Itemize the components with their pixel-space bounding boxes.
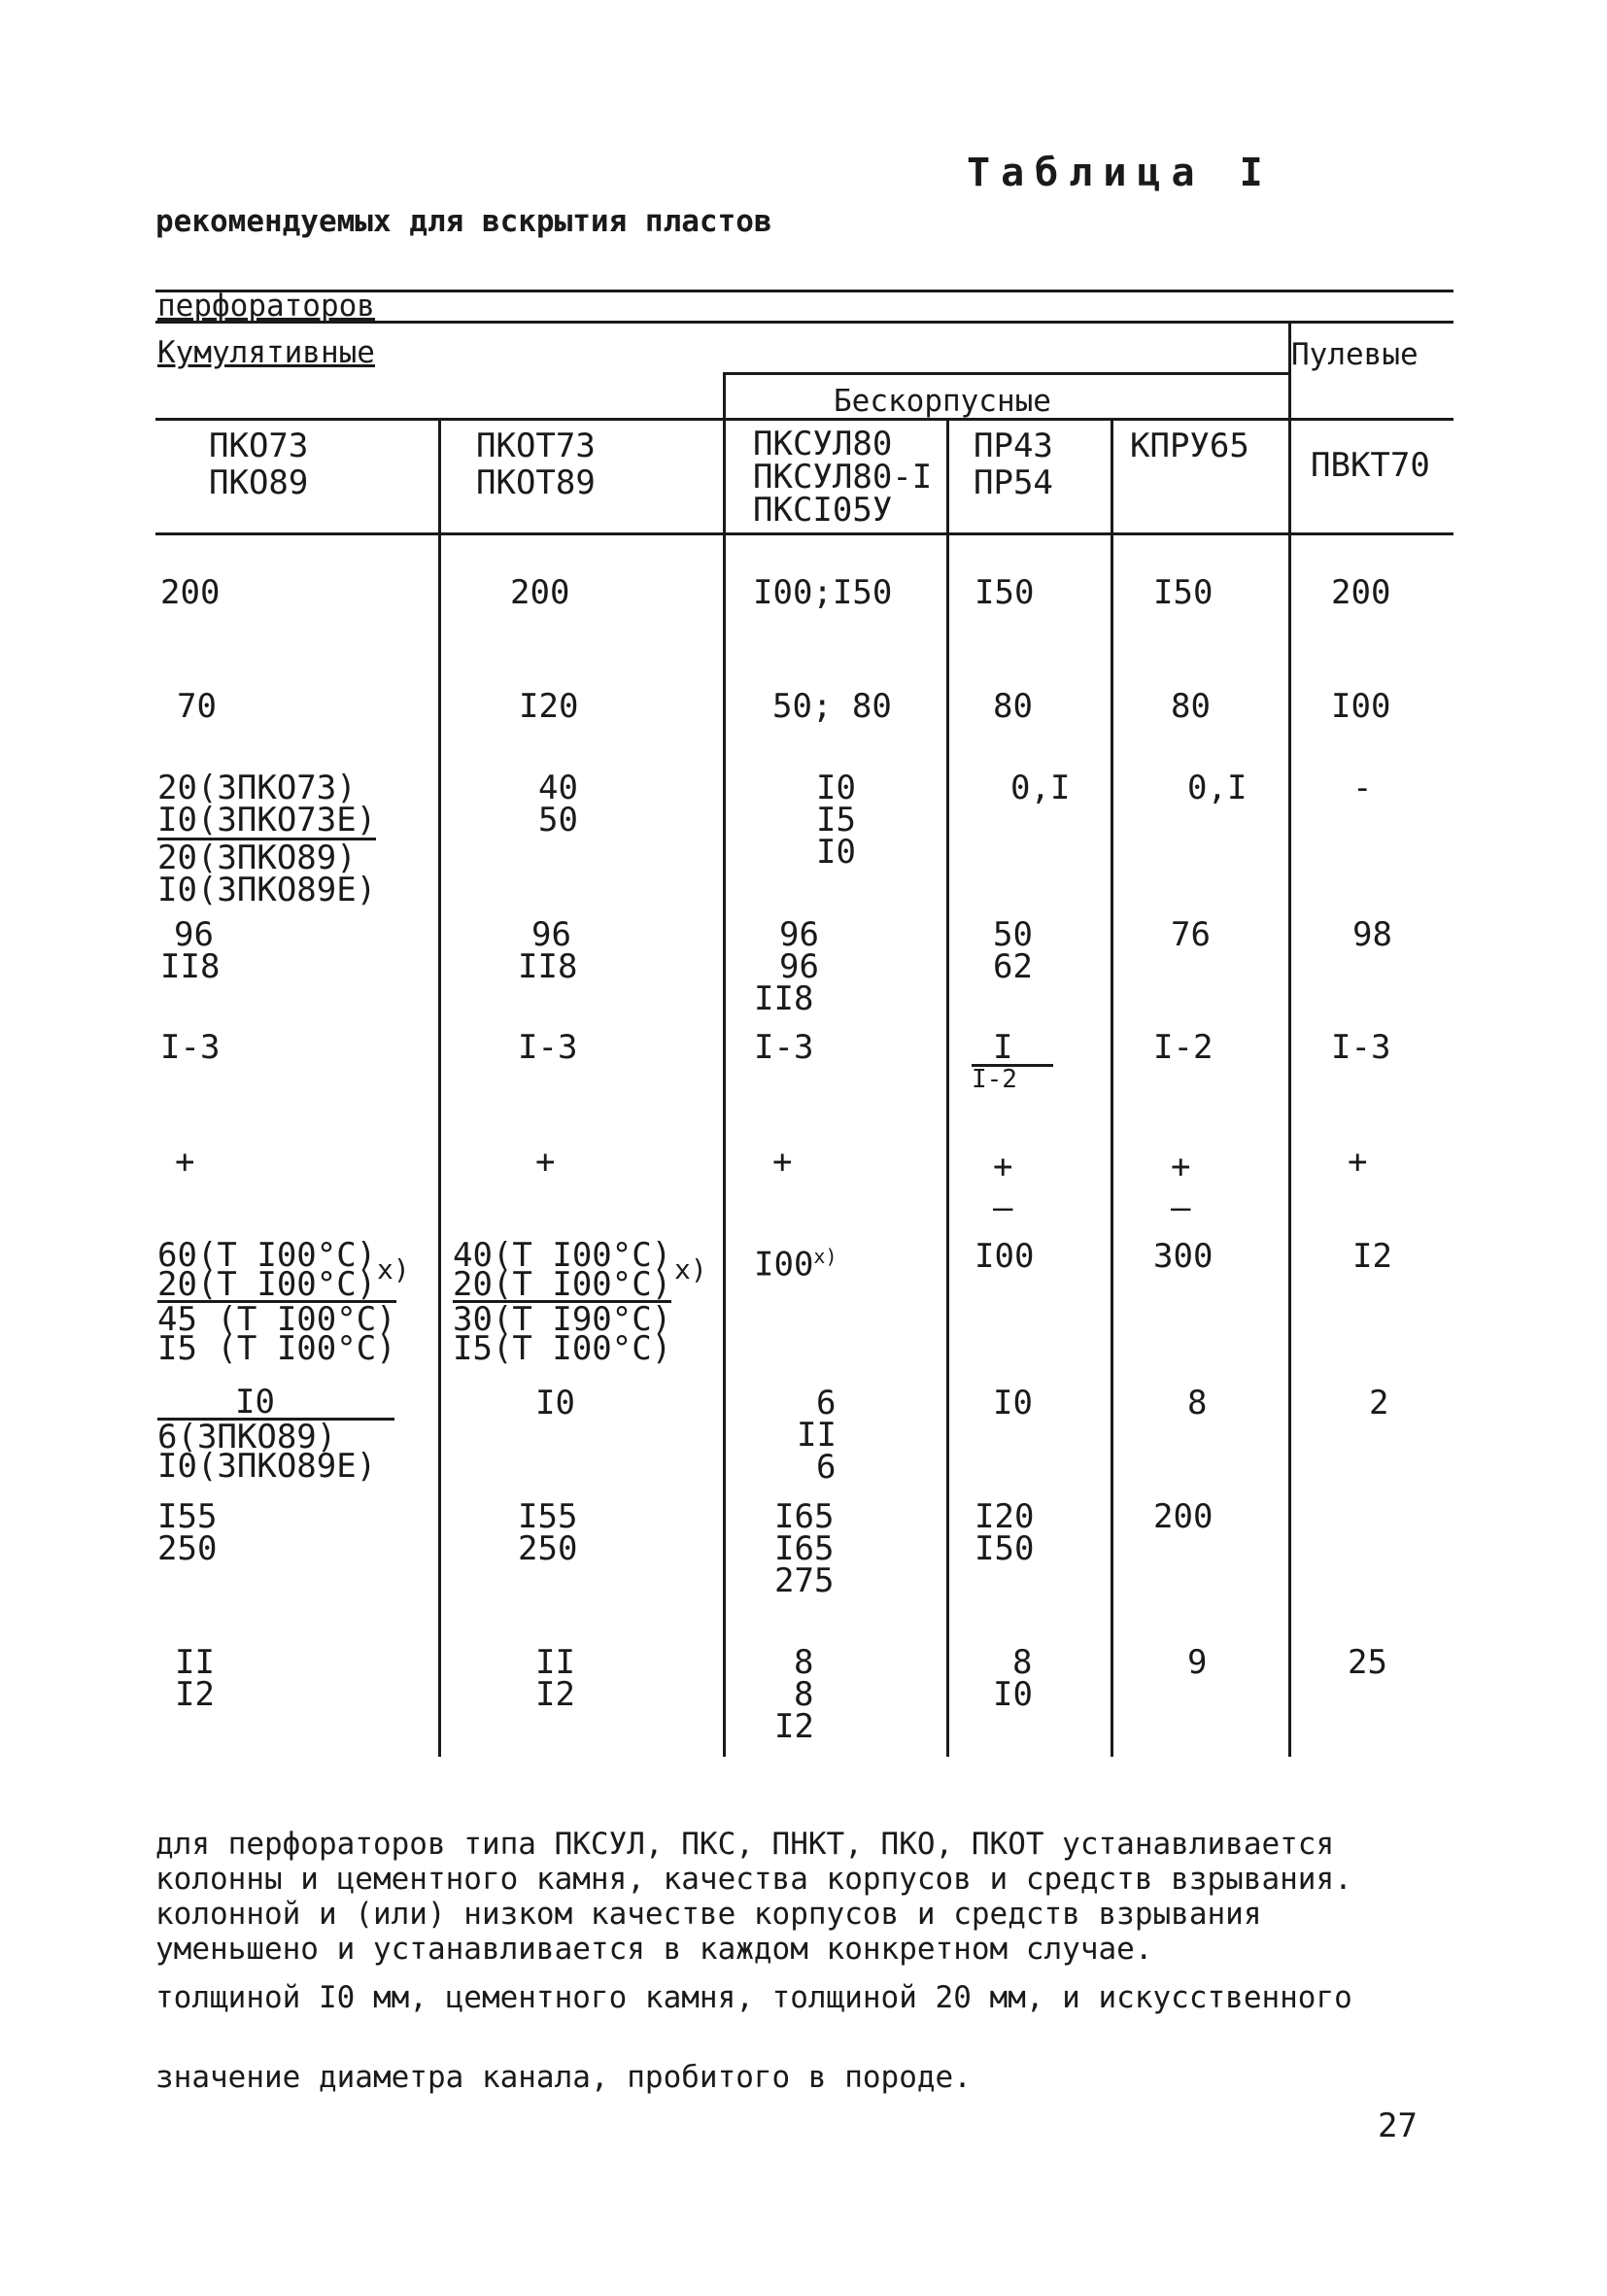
cell-r8-c2: I65 I65 275	[774, 1497, 835, 1600]
cell-r7-c3: I0	[993, 1384, 1033, 1422]
cell-r7-c1: I0	[535, 1384, 575, 1422]
cell-r3-c4: 76	[1171, 915, 1211, 954]
cell-r4-c0: I-3	[160, 1028, 221, 1067]
cell-r9-c0: II I2	[175, 1643, 215, 1714]
cell-r3-c2: 96 96 II8	[754, 915, 819, 1018]
column-header-1: ПКО73 ПКО89	[209, 427, 309, 502]
cell-r1-c4: 80	[1171, 687, 1211, 726]
cell-r8-c1: I55 250	[518, 1497, 578, 1568]
cell-r6-c1: 40(Т I00°С) 20(Т I00°С) 30(Т I90°С) I5(Т I00°С)	[453, 1236, 672, 1368]
cell-r0-c1: 200	[510, 573, 570, 612]
cell-r7-c4: 8	[1187, 1384, 1208, 1422]
cell-r1-c5: I00	[1331, 687, 1391, 726]
cell-r8-c4: 200	[1153, 1497, 1214, 1536]
header-bottom-rule	[155, 532, 1453, 535]
cell-r0-c5: 200	[1331, 573, 1391, 612]
cell-r4-c5: I-3	[1331, 1028, 1391, 1067]
cell-r1-c1: I20	[519, 687, 579, 726]
header-bullet: Пулевые	[1291, 337, 1419, 372]
col-divider-1	[438, 418, 441, 1757]
cell-r7-c0: I0 6(ЗПКО89) I0(ЗПКО89Е)	[157, 1388, 394, 1481]
cell-r4-c3: I I-2	[972, 1032, 1053, 1092]
cell-r1-c3: 80	[993, 687, 1033, 726]
col-divider-3	[946, 418, 949, 1757]
col-divider-4	[1111, 418, 1113, 1757]
cell-r1-c0: 70	[177, 687, 217, 726]
table-title: Таблица I	[967, 151, 1274, 195]
page-number: 27	[1378, 2107, 1418, 2145]
cell-r9-c2: 8 8 I2	[774, 1643, 814, 1746]
cell-r3-c0: 96 II8	[160, 915, 221, 986]
header-cumulative: Кумулятивные	[157, 335, 375, 370]
cell-r2-c1: 40 50	[538, 769, 578, 840]
cell-r3-c1: 96 II8	[518, 915, 578, 986]
cell-r4-c2: I-3	[754, 1028, 814, 1067]
footnote-line-1: для перфораторов типа ПКСУЛ, ПКС, ПНКТ, ПКО, ПКОТ устанавливается	[155, 1827, 1335, 1862]
footnote-mark-c2: х)	[813, 1245, 838, 1268]
cell-r2-c2: I0 I5 I0	[816, 769, 856, 872]
cell-r9-c4: 9	[1187, 1643, 1208, 1682]
footnote-line-5: толщиной I0 мм, цементного камня, толщиной 20 мм, и искусственного	[155, 1980, 1352, 2015]
footnote-line-3: колонной и (или) низком качестве корпусов и средств взрывания	[155, 1897, 1262, 1932]
cell-r5-c3: + –	[993, 1148, 1013, 1227]
table-subtitle: рекомендуемых для вскрытия пластов	[155, 204, 772, 239]
footnote-line-4: уменьшено и устанавливается в каждом конкретном случае.	[155, 1932, 1153, 1967]
cell-r9-c3: 8 I0	[993, 1643, 1033, 1714]
cell-r7-c2: 6 II 6	[797, 1384, 837, 1487]
header-caseless: Бескорпусные	[834, 384, 1051, 419]
column-header-2: ПКОТ73 ПКОТ89	[476, 427, 596, 502]
cell-r6-c5: I2	[1352, 1237, 1392, 1276]
cell-r6-c2: $I00^{х)}$	[754, 1245, 838, 1285]
cell-r9-c1: II I2	[535, 1643, 575, 1714]
cell-r8-c0: I55 250	[157, 1497, 218, 1568]
cell-r0-c4: I50	[1153, 573, 1214, 612]
header-rule-3	[155, 418, 1453, 421]
cell-r2-c4: 0,I	[1187, 769, 1248, 807]
header-rule-2	[724, 372, 1289, 375]
cell-r0-c3: I50	[974, 573, 1035, 612]
cell-r4-c1: I-3	[518, 1028, 578, 1067]
cell-r8-c3: I20 I50	[974, 1497, 1035, 1568]
cell-r2-c5: -	[1352, 769, 1373, 807]
cell-r4-c4: I-2	[1153, 1028, 1214, 1067]
column-header-3: ПКСУЛ80 ПКСУЛ80-I ПКСI05У	[753, 425, 933, 530]
cell-r0-c2: I00;I50	[753, 573, 893, 612]
cell-r6-c3: I00	[974, 1237, 1035, 1276]
column-header-4: ПР43 ПР54	[974, 427, 1053, 502]
col-divider-2	[723, 372, 726, 1757]
cell-r5-c1: +	[535, 1143, 556, 1182]
cell-r5-c0: +	[175, 1143, 195, 1182]
footnote-mark-c1: х)	[674, 1253, 707, 1285]
cell-r6-c0: 60(Т I00°С) 20(Т I00°С) 45 (Т I00°С) I5 (Т I00°С)	[157, 1236, 396, 1368]
cell-r5-c5: +	[1348, 1143, 1368, 1182]
col-divider-5	[1288, 321, 1291, 1757]
footnote-mark-c0: х)	[377, 1253, 410, 1285]
cell-r5-c2: +	[772, 1143, 793, 1182]
footnote-line-2: колонны и цементного камня, качества корпусов и средств взрывания.	[155, 1862, 1352, 1897]
cell-r2-c3: 0,I	[1010, 769, 1071, 807]
cell-r9-c5: 25	[1348, 1643, 1387, 1682]
column-header-6: ПВКТ70	[1311, 446, 1430, 485]
header-perforators: перфораторов	[157, 289, 375, 324]
cell-r5-c4: + –	[1171, 1148, 1191, 1227]
cell-r0-c0: 200	[160, 573, 221, 612]
cell-r3-c3: 50 62	[993, 915, 1033, 986]
cell-r7-c5: 2	[1369, 1384, 1389, 1422]
cell-r6-c4: 300	[1153, 1237, 1214, 1276]
column-header-5: КПРУ65	[1130, 427, 1249, 465]
cell-r3-c5: 98	[1352, 915, 1392, 954]
footnote-line-6: значение диаметра канала, пробитого в породе.	[155, 2060, 972, 2095]
cell-r2-c0: 20(ЗПКО73) I0(ЗПКО73Е) 20(ЗПКО89) I0(ЗПКО89Е)	[157, 769, 377, 909]
cell-r1-c2: 50; 80	[772, 687, 892, 726]
